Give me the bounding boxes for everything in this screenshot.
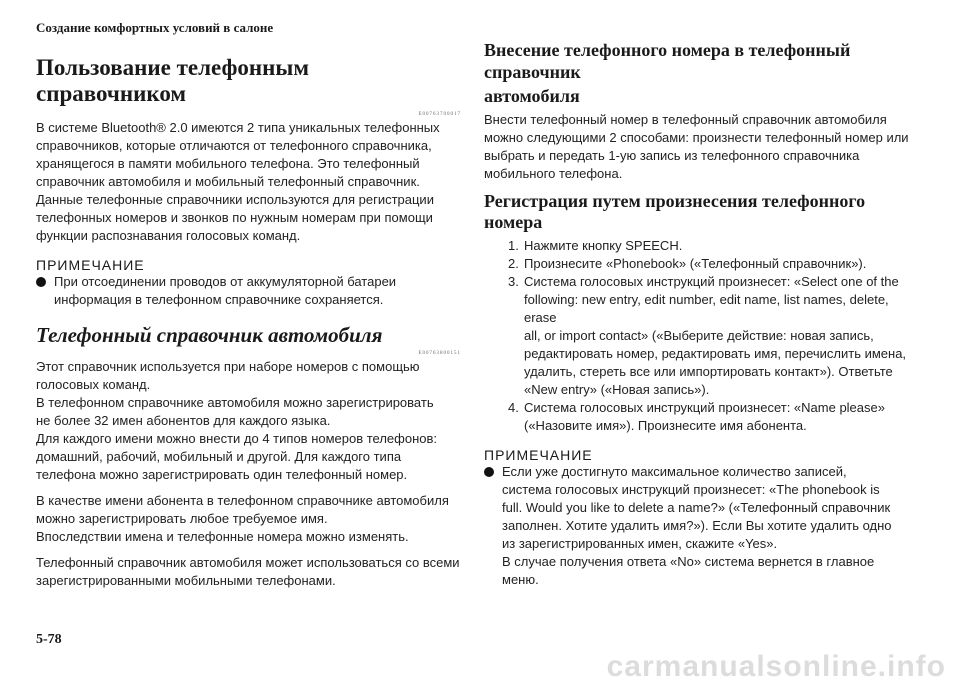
paragraph-line: функции распознавания голосовых команд. bbox=[36, 227, 301, 243]
paragraph-line: телефона можно зарегистрировать один телефонный номер. bbox=[36, 467, 408, 483]
step-number: 2. bbox=[508, 255, 519, 271]
step-number: 4. bbox=[508, 399, 519, 415]
bullet-icon bbox=[36, 277, 46, 287]
step-line: Нажмите кнопку SPEECH. bbox=[524, 237, 683, 253]
note-item bbox=[484, 463, 909, 589]
note-line: система голосовых инструкций произнесет: «The phonebook is bbox=[502, 481, 880, 497]
step-line: редактировать номер, редактировать имя, перечислить имена, bbox=[524, 345, 907, 361]
paragraph-line: Внести телефонный номер в телефонный справочник автомобиля bbox=[484, 111, 887, 127]
watermark: carmanualsonline.info bbox=[606, 650, 946, 683]
list-item bbox=[508, 237, 909, 255]
paragraph-line: хранящегося в памяти мобильного телефона. Это телефонный bbox=[36, 155, 420, 171]
paragraph-line: справочник автомобиля и мобильный телефонный справочник. bbox=[36, 173, 420, 189]
section-title-vehicle-phonebook: Телефонный справочник автомобиля bbox=[36, 322, 383, 347]
section-code: E00763700017 bbox=[418, 111, 461, 117]
paragraph-line: домашний, рабочий, мобильный и другой. Для каждого типа bbox=[36, 449, 402, 465]
section-title-adding-number-cont: автомобиля bbox=[484, 86, 580, 107]
note-title: ПРИМЕЧАНИЕ bbox=[484, 446, 593, 463]
paragraph-line: мобильного телефона. bbox=[484, 165, 623, 181]
note-line: Если уже достигнуто максимальное количество записей, bbox=[502, 463, 847, 479]
paragraph-line: можно следующими 2 способами: произнести телефонный номер или bbox=[484, 129, 909, 145]
steps-list bbox=[484, 237, 909, 435]
paragraph-line: Этот справочник используется при наборе номеров с помощью bbox=[36, 359, 420, 375]
note-line: информация в телефонном справочнике сохраняется. bbox=[54, 291, 384, 307]
step-line: («Назовите имя»). Произнесите имя абонента. bbox=[524, 417, 807, 433]
note-line: меню. bbox=[502, 571, 539, 587]
paragraph-line: зарегистрированными мобильными телефонами. bbox=[36, 573, 336, 589]
step-line: Система голосовых инструкций произнесет: «Name please» bbox=[524, 399, 885, 415]
note-line: full. Would you like to delete a name?» («Телефонный справочник bbox=[502, 499, 891, 515]
step-line: «New entry» («Новая запись»). bbox=[524, 381, 710, 397]
paragraph-line: В системе Bluetooth® 2.0 имеются 2 типа уникальных телефонных bbox=[36, 119, 440, 135]
section-title-adding-number: Внесение телефонного номера в телефонный справочник bbox=[484, 40, 851, 82]
paragraph-line: Телефонный справочник автомобиля может использоваться со всеми bbox=[36, 555, 460, 571]
paragraph-line: В качестве имени абонента в телефонном справочнике автомобиля bbox=[36, 493, 449, 509]
page-number: 5-78 bbox=[36, 632, 62, 647]
note-item bbox=[36, 273, 461, 309]
left-column bbox=[36, 55, 461, 590]
list-item bbox=[508, 399, 909, 435]
paragraph-line: В телефонном справочнике автомобиля можно зарегистрировать bbox=[36, 395, 434, 411]
list-item bbox=[508, 273, 909, 399]
step-number: 3. bbox=[508, 273, 519, 289]
note-line: из зарегистрированных имен, скажите «Yes». bbox=[502, 535, 778, 551]
step-line: Произнесите «Phonebook» («Телефонный справочник»). bbox=[524, 255, 867, 271]
note-line: В случае получения ответа «No» система вернется в главное bbox=[502, 553, 875, 569]
list-item bbox=[508, 255, 909, 273]
step-line: all, or import contact» («Выберите действие: новая запись, bbox=[524, 327, 874, 343]
right-column bbox=[484, 40, 909, 589]
page-header: Создание комфортных условий в салоне bbox=[36, 20, 274, 35]
note-line: При отсоединении проводов от аккумуляторной батареи bbox=[54, 273, 397, 289]
paragraph-line: справочников, которые отличаются от телефонного справочника, bbox=[36, 137, 432, 153]
section-title-voice-registration: Регистрация путем произнесения телефонного номера bbox=[484, 190, 866, 233]
step-number: 1. bbox=[508, 237, 519, 253]
note-line: заполнен. Хотите удалить имя?»). Если Вы хотите удалить одно bbox=[502, 517, 892, 533]
paragraph-line: не более 32 имен абонентов для каждого языка. bbox=[36, 413, 331, 429]
paragraph-line: голосовых команд. bbox=[36, 377, 151, 393]
paragraph-line: выбрать и передать 1-ую запись из телефонного справочника bbox=[484, 147, 860, 163]
paragraph-line: Для каждого имени можно внести до 4 типов номеров телефонов: bbox=[36, 431, 438, 447]
step-line: following: new entry, edit number, edit name, list names, delete, erase bbox=[524, 291, 889, 325]
section-title-phonebook-use: Пользование телефонным справочником bbox=[36, 55, 310, 107]
note-title: ПРИМЕЧАНИЕ bbox=[36, 256, 145, 273]
paragraph-line: Впоследствии имена и телефонные номера можно изменять. bbox=[36, 529, 409, 545]
paragraph-line: телефонных номеров и звонков по нужным номерам при помощи bbox=[36, 209, 433, 225]
section-code: E00763800151 bbox=[418, 351, 461, 357]
paragraph-line: Данные телефонные справочники используются для регистрации bbox=[36, 191, 434, 207]
step-line: удалить, стереть все или импортировать контакт»). Ответьте bbox=[524, 363, 893, 379]
step-line: Система голосовых инструкций произнесет: «Select one of the bbox=[524, 273, 899, 289]
bullet-icon bbox=[484, 467, 494, 477]
paragraph-line: можно зарегистрировать любое требуемое имя. bbox=[36, 511, 328, 527]
